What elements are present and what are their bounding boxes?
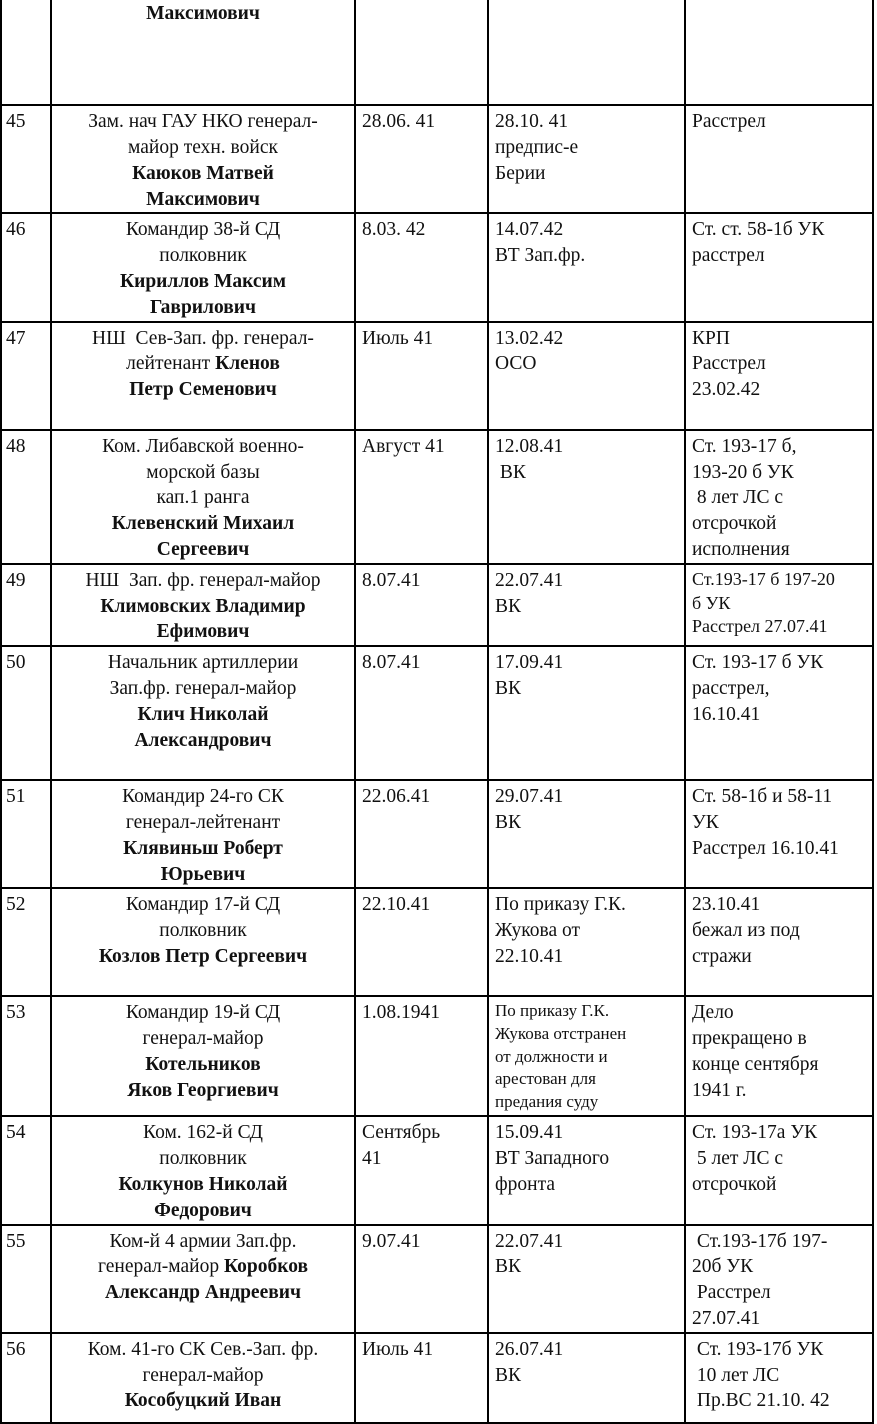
person-name-text: Яков Георгиевич	[127, 1079, 279, 1101]
position-line	[54, 269, 352, 295]
position-line	[54, 1026, 352, 1052]
arrest-date-line: 8.07.41	[362, 652, 421, 674]
person-name-text: Сергеевич	[156, 538, 250, 560]
person-name-text: Кособуцкий Иван	[124, 1390, 282, 1412]
sentence-line: отсрочкой	[692, 1174, 777, 1196]
verdict-line: ВК	[495, 1256, 522, 1278]
row-number: 49	[6, 569, 26, 591]
position-line	[54, 351, 352, 377]
sentence-cell	[685, 1333, 873, 1423]
verdict-line: 26.07.41	[495, 1338, 564, 1360]
position-line	[54, 702, 352, 728]
verdict-cell	[488, 780, 685, 888]
verdict-cell	[488, 1116, 685, 1224]
verdict-cell	[488, 646, 685, 780]
person-name-text: Юрьевич	[160, 863, 246, 885]
row-number: 56	[6, 1338, 26, 1360]
arrest-date-cell	[355, 1333, 488, 1423]
position-text: полковник	[159, 920, 247, 942]
position-text: Командир 24-го СК	[122, 786, 284, 808]
position-line	[54, 892, 352, 918]
sentence-line: УК	[692, 811, 719, 833]
row-number-cell	[1, 564, 51, 646]
sentence-line: 23.02.42	[692, 379, 761, 401]
position-name-cell	[51, 996, 355, 1116]
sentence-line: исполнения	[692, 538, 790, 560]
verdict-line: 29.07.41	[495, 786, 564, 808]
arrest-date-cell	[355, 996, 488, 1116]
position-line	[54, 1172, 352, 1198]
arrest-date-cell	[355, 1225, 488, 1333]
row-number: 54	[6, 1122, 26, 1144]
table-row	[1, 996, 873, 1116]
row-number-cell	[1, 1333, 51, 1423]
sentence-line: 27.07.41	[692, 1308, 761, 1330]
table-row	[1, 1225, 873, 1333]
position-line	[54, 109, 352, 135]
position-line	[54, 568, 352, 594]
sentence-line: Расстрел	[692, 111, 766, 133]
position-line	[54, 460, 352, 486]
position-line	[54, 753, 352, 779]
verdict-cell	[488, 996, 685, 1116]
position-name-cell	[51, 430, 355, 564]
position-text: генерал-майор	[142, 1364, 264, 1386]
person-name-text: Коробков	[223, 1256, 308, 1278]
person-name-text: Козлов Петр Сергеевич	[98, 945, 308, 967]
row-number-cell	[1, 213, 51, 321]
position-line	[54, 217, 352, 243]
sentence-line: Ст.193-17б 197-	[692, 1230, 828, 1252]
position-line	[54, 485, 352, 511]
position-line	[54, 1, 352, 27]
verdict-line: предпис-е	[495, 136, 579, 158]
verdict-line: По приказу Г.К.	[495, 894, 626, 916]
table-row	[1, 213, 873, 321]
position-text: Командир 19-й СД	[125, 1002, 281, 1024]
arrest-date-line: Июль 41	[362, 1338, 434, 1360]
arrest-date-cell	[355, 646, 488, 780]
sentence-line: 8 лет ЛС с	[692, 487, 784, 509]
position-line	[54, 1337, 352, 1363]
position-line	[54, 27, 352, 53]
row-number: 45	[6, 111, 26, 133]
position-text: морской базы	[146, 461, 260, 483]
position-text: Ком. 41-го СК Сев.-Зап. фр.	[87, 1338, 319, 1360]
verdict-line: 22.07.41	[495, 1230, 564, 1252]
position-name-cell	[51, 105, 355, 213]
verdict-cell	[488, 105, 685, 213]
verdict-line: По приказу Г.К.	[495, 1001, 610, 1021]
position-line	[54, 161, 352, 187]
position-line	[54, 377, 352, 403]
position-line	[54, 1280, 352, 1306]
position-name-cell	[51, 888, 355, 996]
verdict-cell	[488, 322, 685, 430]
table-row	[1, 430, 873, 564]
position-name-cell	[51, 646, 355, 780]
person-name-text: Клич Николай	[137, 703, 269, 725]
arrest-date-cell	[355, 1116, 488, 1224]
position-line	[54, 594, 352, 620]
position-text: полковник	[159, 1148, 247, 1170]
position-line	[54, 1052, 352, 1078]
sentence-line: Расстрел	[692, 1282, 771, 1304]
sentence-line: прекращено в	[692, 1028, 807, 1050]
position-text: генерал-лейтенант	[125, 811, 281, 833]
sentence-cell	[685, 888, 873, 996]
verdict-line: предания суду	[495, 1091, 599, 1111]
row-number: 55	[6, 1230, 26, 1252]
position-line	[54, 243, 352, 269]
verdict-cell	[488, 0, 685, 105]
verdict-line: 13.02.42	[495, 327, 564, 349]
arrest-date-line: Июль 41	[362, 327, 434, 349]
position-line	[54, 434, 352, 460]
position-name-cell	[51, 780, 355, 888]
sentence-cell	[685, 780, 873, 888]
row-number: 52	[6, 894, 26, 916]
position-text: Командир 17-й СД	[125, 894, 281, 916]
table-row	[1, 564, 873, 646]
sentence-cell	[685, 1116, 873, 1224]
verdict-line: 14.07.42	[495, 219, 564, 241]
row-number-cell	[1, 1225, 51, 1333]
sentence-line: КРП	[692, 327, 730, 349]
sentence-line: Ст. 58-1б и 58-11	[692, 786, 833, 808]
sentence-line: Расстрел 16.10.41	[692, 837, 839, 859]
position-line	[54, 326, 352, 352]
verdict-line: Жукова отстранен	[495, 1024, 627, 1044]
row-number-cell	[1, 105, 51, 213]
position-line	[54, 53, 352, 79]
position-line	[54, 970, 352, 996]
verdict-line: Жукова от	[495, 920, 580, 942]
position-line	[54, 1000, 352, 1026]
table-row	[1, 888, 873, 996]
arrest-date-cell	[355, 213, 488, 321]
arrest-date-line: 9.07.41	[362, 1230, 421, 1252]
row-number-cell	[1, 322, 51, 430]
arrest-date-cell	[355, 430, 488, 564]
sentence-cell	[685, 646, 873, 780]
person-name-text: Максимович	[146, 188, 260, 210]
verdict-line: 28.10. 41	[495, 111, 569, 133]
arrest-date-cell	[355, 322, 488, 430]
position-text: лейтенант	[126, 353, 216, 375]
person-name-text: Александрович	[134, 729, 272, 751]
verdict-line: ВК	[495, 461, 526, 483]
verdict-cell	[488, 1333, 685, 1423]
person-name-text: Котельников	[145, 1054, 261, 1076]
row-number-cell	[1, 0, 51, 105]
row-number-cell	[1, 646, 51, 780]
sentence-cell	[685, 1225, 873, 1333]
arrest-date-line: 22.10.41	[362, 894, 431, 916]
position-name-cell	[51, 213, 355, 321]
arrest-date-line: Сентябрь	[362, 1122, 441, 1144]
sentence-line: 5 лет ЛС с	[692, 1148, 784, 1170]
sentence-line: Ст. 193-17 б УК	[692, 652, 824, 674]
verdict-line: ВТ Западного	[495, 1148, 610, 1170]
row-number: 53	[6, 1002, 26, 1024]
position-line	[54, 918, 352, 944]
position-text: Ком. Либавской военно-	[102, 435, 304, 457]
sentence-cell	[685, 564, 873, 646]
row-number-cell	[1, 996, 51, 1116]
table-body	[1, 0, 873, 1423]
verdict-cell	[488, 564, 685, 646]
person-name-text: Климовских Владимир	[100, 595, 306, 617]
row-number: 51	[6, 786, 26, 808]
position-line	[54, 78, 352, 104]
verdict-line: 17.09.41	[495, 652, 564, 674]
sentence-line: расстрел	[692, 245, 765, 267]
position-name-cell	[51, 1333, 355, 1423]
position-line	[54, 1388, 352, 1414]
row-number: 47	[6, 327, 26, 349]
verdict-cell	[488, 888, 685, 996]
sentence-cell	[685, 0, 873, 105]
verdict-line: арестован для	[495, 1069, 596, 1089]
position-text: генерал-майор	[142, 1028, 264, 1050]
sentence-cell	[685, 105, 873, 213]
table-row	[1, 322, 873, 430]
arrest-date-cell	[355, 0, 488, 105]
position-name-cell	[51, 1116, 355, 1224]
position-line	[54, 784, 352, 810]
row-number: 50	[6, 652, 26, 674]
position-line	[54, 1078, 352, 1104]
person-name-text: Александр Андреевич	[105, 1282, 301, 1304]
verdict-line: 12.08.41	[495, 435, 564, 457]
sentence-line: 20б УК	[692, 1256, 754, 1278]
verdict-line: фронта	[495, 1174, 555, 1196]
row-number-cell	[1, 888, 51, 996]
sentence-line: 23.10.41	[692, 894, 761, 916]
table-row	[1, 0, 873, 105]
position-line	[54, 810, 352, 836]
position-name-cell	[51, 1225, 355, 1333]
row-number-cell	[1, 1116, 51, 1224]
person-name-text: Федорович	[154, 1199, 252, 1221]
verdict-line: 22.10.41	[495, 945, 564, 967]
verdict-line: от должности и	[495, 1046, 608, 1066]
position-line	[54, 511, 352, 537]
person-name-text: Кленов	[215, 353, 280, 375]
person-name-text: Колкунов Николай	[118, 1174, 288, 1196]
sentence-cell	[685, 430, 873, 564]
verdict-line: ВК	[495, 1364, 522, 1386]
verdict-cell	[488, 1225, 685, 1333]
position-line	[54, 1146, 352, 1172]
person-name-text: Кириллов Максим	[119, 270, 287, 292]
sentence-line: б УК	[692, 592, 731, 613]
person-name-text: Максимович	[146, 3, 260, 24]
arrest-date-line: 8.07.41	[362, 569, 421, 591]
person-name-text: Клевенский Михаил	[111, 513, 295, 535]
position-line	[54, 1229, 352, 1255]
verdict-line: ВК	[495, 677, 522, 699]
position-text: Ком-й 4 армии Зап.фр.	[109, 1230, 297, 1252]
person-name-text: Клявиньш Роберт	[123, 837, 283, 859]
table-row	[1, 1116, 873, 1224]
person-name-text: Ефимович	[156, 621, 250, 643]
arrest-date-cell	[355, 780, 488, 888]
verdict-line: 22.07.41	[495, 569, 564, 591]
position-line	[54, 1198, 352, 1224]
position-text: кап.1 ранга	[156, 487, 250, 509]
sentence-cell	[685, 322, 873, 430]
position-line	[54, 836, 352, 862]
verdict-line: ВК	[495, 595, 522, 617]
table-row	[1, 105, 873, 213]
position-text: Ком. 162-й СД	[143, 1122, 263, 1144]
position-text: генерал-майор	[97, 1256, 224, 1278]
position-name-cell	[51, 0, 355, 105]
position-line	[54, 403, 352, 429]
sentence-line: конце сентября	[692, 1054, 819, 1076]
verdict-line: 15.09.41	[495, 1122, 564, 1144]
sentence-line: Расстрел 27.07.41	[692, 616, 828, 637]
arrest-date-line: Август 41	[362, 435, 445, 457]
arrest-date-line: 28.06. 41	[362, 111, 436, 133]
sentence-line: 193-20 б УК	[692, 461, 794, 483]
sentence-cell	[685, 213, 873, 321]
arrest-date-line: 8.03. 42	[362, 219, 426, 241]
position-name-cell	[51, 564, 355, 646]
position-line	[54, 187, 352, 213]
position-line	[54, 944, 352, 970]
table-row	[1, 646, 873, 780]
verdict-cell	[488, 430, 685, 564]
arrest-date-cell	[355, 564, 488, 646]
position-line	[54, 728, 352, 754]
sentence-line: Расстрел	[692, 353, 766, 375]
sentence-line: стражи	[692, 945, 752, 967]
row-number: 46	[6, 219, 26, 241]
person-name-text: Каюков Матвей	[132, 162, 274, 184]
person-name-text: Гаврилович	[149, 296, 257, 318]
position-line	[54, 1306, 352, 1332]
table-row	[1, 1333, 873, 1423]
row-number-cell	[1, 780, 51, 888]
verdict-line: ВТ Зап.фр.	[495, 245, 586, 267]
sentence-line: бежал из под	[692, 920, 800, 942]
position-line	[54, 135, 352, 161]
position-line	[54, 1120, 352, 1146]
verdict-line: ВК	[495, 811, 522, 833]
position-line	[54, 295, 352, 321]
position-line	[54, 619, 352, 645]
person-name-text: Петр Семенович	[129, 379, 277, 401]
table-row	[1, 780, 873, 888]
position-line	[54, 862, 352, 888]
row-number-cell	[1, 430, 51, 564]
sentence-line: Ст. ст. 58-1б УК	[692, 219, 825, 241]
sentence-line: Ст.193-17 б 197-20	[692, 568, 835, 589]
sentence-line: Ст. 193-17б УК	[692, 1338, 824, 1360]
position-line	[54, 1363, 352, 1389]
sentence-line: 10 лет ЛС	[692, 1364, 780, 1386]
position-line	[54, 676, 352, 702]
sentence-line: Ст. 193-17а УК	[692, 1122, 818, 1144]
sentence-line: отсрочкой	[692, 513, 777, 535]
sentence-cell	[685, 996, 873, 1116]
sentence-line: расстрел,	[692, 677, 770, 699]
arrest-date-cell	[355, 105, 488, 213]
row-number: 48	[6, 435, 26, 457]
position-text: НШ Сев-Зап. фр. генерал-	[92, 327, 314, 349]
position-line	[54, 650, 352, 676]
position-line	[54, 537, 352, 563]
sentence-line: Пр.ВС 21.10. 42	[692, 1390, 830, 1412]
arrest-date-line: 1.08.1941	[362, 1002, 440, 1024]
position-line	[54, 1254, 352, 1280]
position-text: полковник	[159, 245, 247, 267]
arrest-date-line: 22.06.41	[362, 786, 431, 808]
sentence-line: Дело	[692, 1002, 734, 1024]
position-text: Командир 38-й СД	[125, 219, 281, 241]
sentence-line: 16.10.41	[692, 703, 761, 725]
position-text: Зап.фр. генерал-майор	[109, 677, 297, 699]
verdict-line: ОСО	[495, 353, 537, 375]
position-text: Зам. нач ГАУ НКО генерал-	[88, 111, 318, 133]
position-text: НШ Зап. фр. генерал-майор	[85, 569, 321, 591]
position-text: майор техн. войск	[128, 136, 278, 158]
sentence-line: 1941 г.	[692, 1079, 747, 1101]
position-name-cell	[51, 322, 355, 430]
arrest-date-line: 41	[362, 1148, 382, 1170]
verdict-cell	[488, 213, 685, 321]
verdict-line: Берии	[495, 162, 546, 184]
position-text: Начальник артиллерии	[107, 652, 299, 674]
sentence-line: Ст. 193-17 б,	[692, 435, 797, 457]
arrest-date-cell	[355, 888, 488, 996]
